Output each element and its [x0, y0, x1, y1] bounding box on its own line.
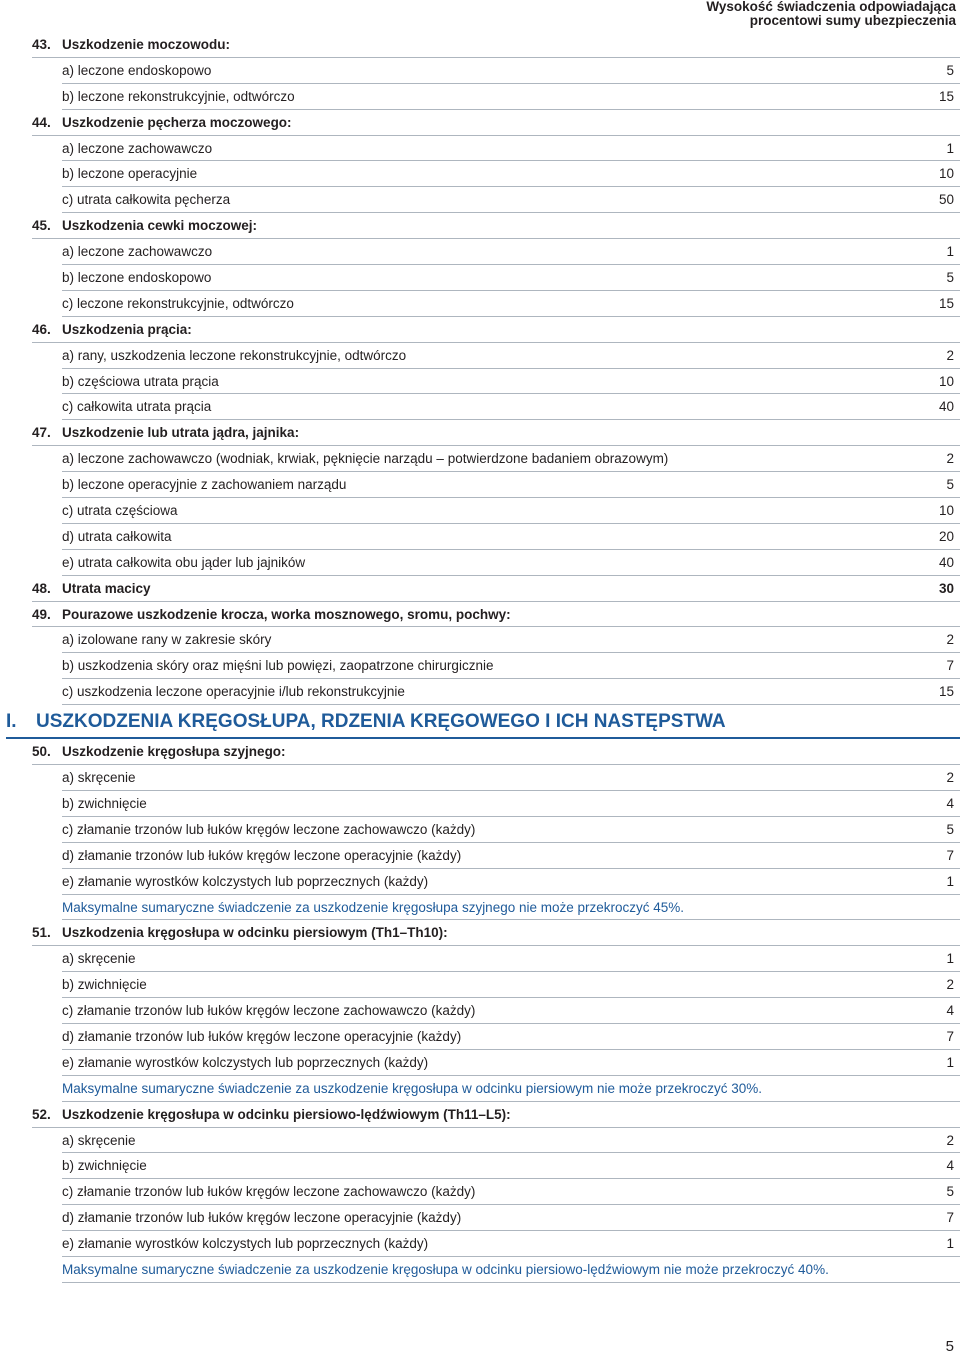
benefit-table — [0, 32, 960, 1283]
item-heading-text: Uszkodzenia kręgosłupa w odcinku piersiowym (Th1–Th10): — [62, 925, 448, 941]
subitem-row — [0, 653, 960, 679]
item-heading-text: Uszkodzenie lub utrata jądra, jajnika: — [62, 425, 300, 441]
subitem-text: c) całkowita utrata prącia — [62, 399, 212, 415]
subitem-row — [0, 291, 960, 317]
subitem-text: c) utrata całkowita pęcherza — [62, 192, 231, 208]
item-heading-text: Utrata macicy — [62, 580, 151, 596]
subitem-text: c) złamanie trzonów lub łuków kręgów leczone zachowawczo (każdy) — [62, 821, 476, 837]
subitem-row — [0, 550, 960, 576]
subitem-value: 7 — [946, 847, 954, 863]
subitem-text: a) skręcenie — [62, 951, 136, 967]
subitem-row — [0, 265, 960, 291]
subitem-text: e) złamanie wyrostków kolczystych lub poprzecznych (każdy) — [62, 873, 429, 889]
item-heading-text: Uszkodzenie moczowodu: — [62, 37, 231, 52]
item-heading-text: Uszkodzenie kręgosłupa w odcinku piersiowo-lędźwiowym (Th11–L5): — [62, 1106, 511, 1122]
item-heading-text: Uszkodzenia prącia: — [62, 321, 192, 337]
subitem-row — [0, 1050, 960, 1076]
subitem-row — [0, 869, 960, 895]
limit-note — [0, 1257, 960, 1283]
limit-note-text: Maksymalne sumaryczne świadczenie za uszkodzenie kręgosłupa szyjnego nie może przekroczyć 45%. — [62, 899, 685, 915]
subitem-value: 2 — [946, 977, 954, 993]
subitem-text: a) rany, uszkodzenia leczone rekonstrukcyjnie, odtwórczo — [62, 347, 407, 363]
subitem-row — [0, 1205, 960, 1231]
subitem-text: d) złamanie trzonów lub łuków kręgów leczone operacyjnie (każdy) — [62, 1028, 462, 1044]
subitem-value: 7 — [946, 658, 954, 674]
subitem-text: b) zwichnięcie — [62, 795, 147, 811]
item-heading — [0, 739, 960, 765]
subitem-row — [0, 1024, 960, 1050]
limit-note-text: Maksymalne sumaryczne świadczenie za uszkodzenie kręgosłupa w odcinku piersiowym nie może przekroczyć 30%. — [62, 1080, 763, 1096]
subitem-row — [0, 136, 960, 162]
subitem-value: 5 — [946, 62, 954, 78]
subitem-text: b) leczone endoskopowo — [62, 270, 212, 286]
subitem-text: b) leczone operacyjnie — [62, 166, 198, 182]
subitem-text: b) uszkodzenia skóry oraz mięśni lub powięzi, zaopatrzone chirurgicznie — [62, 658, 494, 674]
subitem-row — [0, 524, 960, 550]
subitem-row — [0, 843, 960, 869]
item-heading — [0, 602, 960, 628]
item-heading-value: 30 — [938, 580, 954, 596]
subitem-row — [0, 498, 960, 524]
subitem-text: b) zwichnięcie — [62, 977, 147, 993]
subitem-row — [0, 239, 960, 265]
subitem-row — [0, 998, 960, 1024]
limit-note — [0, 1076, 960, 1102]
item-number: 52. — [32, 1106, 51, 1122]
subitem-value: 15 — [938, 295, 954, 311]
column-header-line2: procentowi sumy ubezpieczenia — [749, 13, 956, 28]
item-heading-text: Uszkodzenie kręgosłupa szyjnego: — [62, 744, 286, 760]
subitem-text: a) leczone zachowawczo — [62, 244, 213, 260]
item-heading-text: Pourazowe uszkodzenie krocza, worka mosznowego, sromu, pochwy: — [62, 606, 511, 622]
subitem-row — [0, 627, 960, 653]
subitem-text: c) złamanie trzonów lub łuków kręgów leczone zachowawczo (każdy) — [62, 1184, 476, 1200]
subitem-value: 20 — [938, 528, 954, 544]
row-divider — [62, 1282, 960, 1283]
subitem-value: 1 — [946, 951, 954, 967]
item-number: 50. — [32, 744, 51, 760]
subitem-value: 1 — [946, 244, 954, 260]
page-number: 5 — [945, 1338, 954, 1355]
subitem-value: 2 — [946, 770, 954, 786]
subitem-value: 4 — [946, 1003, 954, 1019]
item-number: 43. — [32, 37, 51, 52]
item-number: 51. — [32, 925, 51, 941]
subitem-text: c) leczone rekonstrukcyjnie, odtwórczo — [62, 295, 294, 311]
subitem-value: 1 — [946, 873, 954, 889]
subitem-text: a) skręcenie — [62, 1132, 136, 1148]
item-heading — [0, 32, 960, 58]
subitem-row — [0, 343, 960, 369]
subitem-row — [0, 394, 960, 420]
subitem-value: 5 — [946, 821, 954, 837]
subitem-row — [0, 161, 960, 187]
subitem-value: 5 — [946, 1184, 954, 1200]
subitem-row — [0, 791, 960, 817]
subitem-value: 4 — [946, 795, 954, 811]
subitem-value: 1 — [946, 1236, 954, 1252]
subitem-text: b) częściowa utrata prącia — [62, 373, 219, 389]
subitem-value: 5 — [946, 477, 954, 493]
subitem-row — [0, 1128, 960, 1154]
column-header — [706, 0, 956, 28]
item-number: 48. — [32, 580, 51, 596]
subitem-text: d) utrata całkowita — [62, 528, 172, 544]
subitem-value: 10 — [938, 373, 954, 389]
subitem-row — [0, 1153, 960, 1179]
subitem-text: a) leczone zachowawczo — [62, 140, 213, 156]
subitem-row — [0, 1231, 960, 1257]
subitem-row — [0, 369, 960, 395]
section-title: USZKODZENIA KRĘGOSŁUPA, RDZENIA KRĘGOWEGO I ICH NASTĘPSTWA — [36, 711, 726, 733]
section-heading — [0, 705, 960, 739]
item-number: 46. — [32, 321, 51, 337]
subitem-row — [0, 446, 960, 472]
subitem-value: 1 — [946, 1054, 954, 1070]
subitem-row — [0, 58, 960, 84]
item-heading — [0, 920, 960, 946]
subitem-value: 50 — [938, 192, 954, 208]
subitem-value: 7 — [946, 1210, 954, 1226]
item-number: 44. — [32, 114, 51, 130]
subitem-row — [0, 84, 960, 110]
subitem-value: 2 — [946, 632, 954, 648]
subitem-row — [0, 765, 960, 791]
subitem-text: b) leczone operacyjnie z zachowaniem narządu — [62, 477, 347, 493]
item-heading-text: Uszkodzenia cewki moczowej: — [62, 218, 258, 234]
subitem-text: e) złamanie wyrostków kolczystych lub poprzecznych (każdy) — [62, 1236, 429, 1252]
subitem-row — [0, 972, 960, 998]
item-number: 49. — [32, 606, 51, 622]
item-heading — [0, 1102, 960, 1128]
item-heading — [0, 110, 960, 136]
subitem-value: 5 — [946, 270, 954, 286]
subitem-text: a) leczone endoskopowo — [62, 62, 212, 78]
subitem-row — [0, 187, 960, 213]
subitem-value: 2 — [946, 1132, 954, 1148]
subitem-text: c) uszkodzenia leczone operacyjnie i/lub rekonstrukcyjnie — [62, 684, 405, 700]
limit-note — [0, 895, 960, 921]
item-number: 47. — [32, 425, 51, 441]
column-header-line1: Wysokość świadczenia odpowiadająca — [706, 0, 956, 14]
item-heading — [0, 213, 960, 239]
item-heading-text: Uszkodzenie pęcherza moczowego: — [62, 114, 292, 130]
subitem-text: b) leczone rekonstrukcyjnie, odtwórczo — [62, 88, 295, 104]
subitem-value: 2 — [946, 451, 954, 467]
subitem-value: 10 — [938, 503, 954, 519]
subitem-row — [0, 472, 960, 498]
subitem-text: d) złamanie trzonów lub łuków kręgów leczone operacyjnie (każdy) — [62, 1210, 462, 1226]
subitem-row — [0, 817, 960, 843]
limit-note-text: Maksymalne sumaryczne świadczenie za uszkodzenie kręgosłupa w odcinku piersiowo-lędźwiowym nie może przekroczyć 40%. — [62, 1261, 829, 1277]
item-number: 45. — [32, 218, 51, 234]
subitem-row — [0, 679, 960, 705]
section-letter: I. — [6, 711, 17, 733]
subitem-value: 7 — [946, 1028, 954, 1044]
subitem-value: 15 — [938, 88, 954, 104]
subitem-value: 1 — [946, 140, 954, 156]
item-heading — [0, 317, 960, 343]
subitem-text: a) leczone zachowawczo (wodniak, krwiak, pęknięcie narządu – potwierdzone badaniem obrazowym) — [62, 451, 669, 467]
item-heading — [0, 576, 960, 602]
item-heading — [0, 420, 960, 446]
subitem-text: e) utrata całkowita obu jąder lub jajników — [62, 554, 306, 570]
subitem-value: 40 — [938, 554, 954, 570]
subitem-row — [0, 1179, 960, 1205]
subitem-text: a) izolowane rany w zakresie skóry — [62, 632, 272, 648]
subitem-value: 40 — [938, 399, 954, 415]
subitem-value: 4 — [946, 1158, 954, 1174]
subitem-value: 15 — [938, 684, 954, 700]
subitem-row — [0, 946, 960, 972]
subitem-text: c) złamanie trzonów lub łuków kręgów leczone zachowawczo (każdy) — [62, 1003, 476, 1019]
subitem-text: c) utrata częściowa — [62, 503, 178, 519]
subitem-text: a) skręcenie — [62, 770, 136, 786]
subitem-text: d) złamanie trzonów lub łuków kręgów leczone operacyjnie (każdy) — [62, 847, 462, 863]
subitem-text: e) złamanie wyrostków kolczystych lub poprzecznych (każdy) — [62, 1054, 429, 1070]
subitem-text: b) zwichnięcie — [62, 1158, 147, 1174]
subitem-value: 10 — [938, 166, 954, 182]
subitem-value: 2 — [946, 347, 954, 363]
